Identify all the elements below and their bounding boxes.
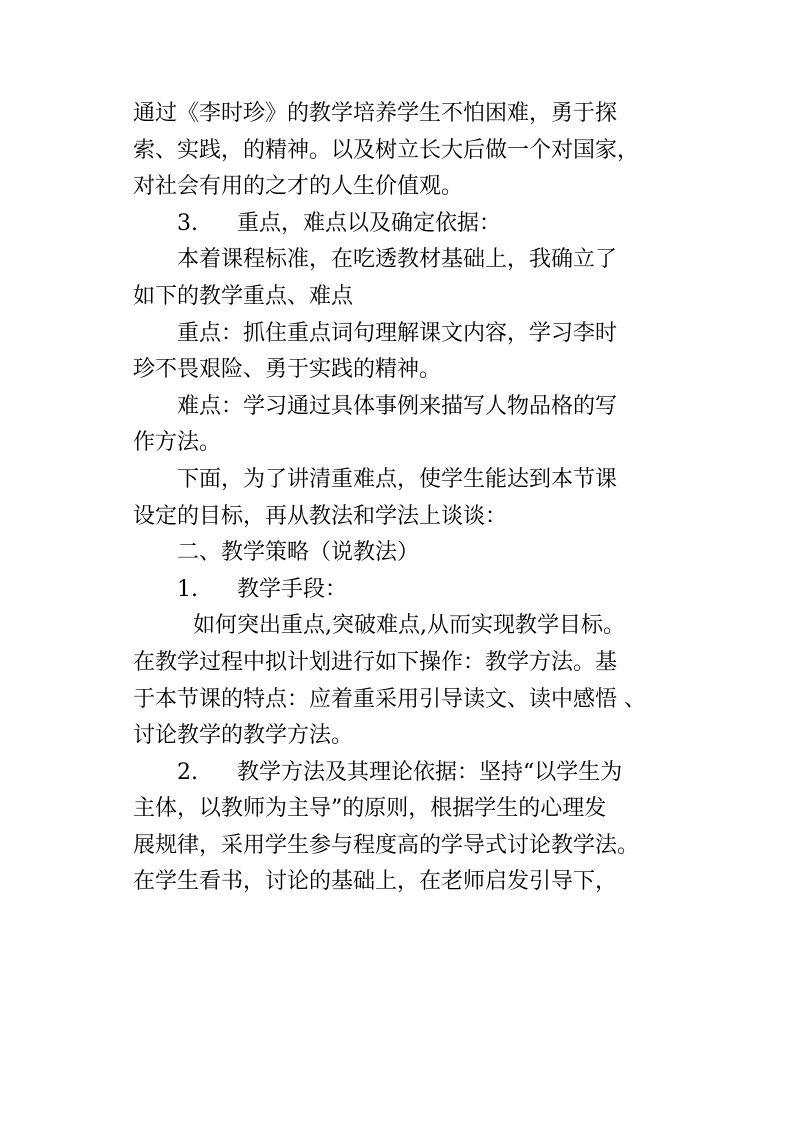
text-line: 设定的目标，再从教法和学法上谈谈： [133, 503, 508, 529]
paragraph-teaching-means [133, 608, 673, 754]
text-line: 展规律，采用学生参与程度高的学导式讨论教学法。 [133, 832, 640, 858]
text-line: 通过《李时珍》的教学培养学生不怕困难，勇于探 [133, 101, 618, 126]
text-line: 在教学过程中拟计划进行如下操作：教学方法。基 [133, 649, 618, 675]
list-number: 1. [177, 576, 198, 602]
paragraph-difficult-point [133, 389, 673, 462]
paragraph-key-point [133, 316, 673, 389]
paragraph-goal-continuation [133, 96, 673, 206]
text-line: 于本节课的特点：应着重采用引导读文、读中感悟 、 [133, 686, 646, 712]
heading-teaching-means [133, 572, 673, 609]
heading-text: 重点，难点以及确定依据： [237, 210, 502, 236]
list-number: 2. [177, 759, 198, 785]
text-line [133, 755, 673, 792]
text-line: 索、实践，的精神。以及树立长大后做一个对国家， [133, 137, 640, 163]
section-heading-teaching-strategy [133, 535, 673, 572]
text-line: 讨论教学的教学方法。 [133, 723, 354, 749]
heading-text: 教学手段： [237, 576, 348, 602]
document-body [133, 96, 673, 901]
text-line: 重点：抓住重点词句理解课文内容，学习李时 [177, 320, 618, 346]
text-line: 在学生看书，讨论的基础上，在老师启发引导下， [133, 869, 618, 895]
paragraph-teaching-methods [133, 755, 673, 901]
paragraph-curriculum [133, 242, 673, 315]
text-line: 本着课程标准，在吃透教材基础上，我确立了 [177, 247, 618, 273]
text-line: 主体，以教师为主导”的原则，根据学生的心理发 [133, 796, 607, 822]
heading-key-points [133, 206, 673, 243]
heading-text: 二、教学策略（说教法） [177, 540, 420, 566]
text-line: 如何突出重点,突破难点,从而实现教学目标。 [193, 613, 625, 639]
text-line: 难点：学习通过具体事例来描写人物品格的写 [177, 393, 618, 419]
text-line-content: 教学方法及其理论依据：坚持“以学生为 [237, 759, 623, 785]
text-line: 珍不畏艰险、勇于实践的精神。 [133, 357, 442, 383]
text-line: 下面，为了讲清重难点，使学生能达到本节课 [177, 466, 618, 492]
text-line: 如下的教学重点、难点 [133, 283, 354, 309]
list-number: 3. [177, 210, 198, 236]
paragraph-transition [133, 462, 673, 535]
text-line: 作方法。 [133, 430, 222, 456]
text-line: 对社会有用的之才的人生价值观。 [133, 174, 464, 200]
